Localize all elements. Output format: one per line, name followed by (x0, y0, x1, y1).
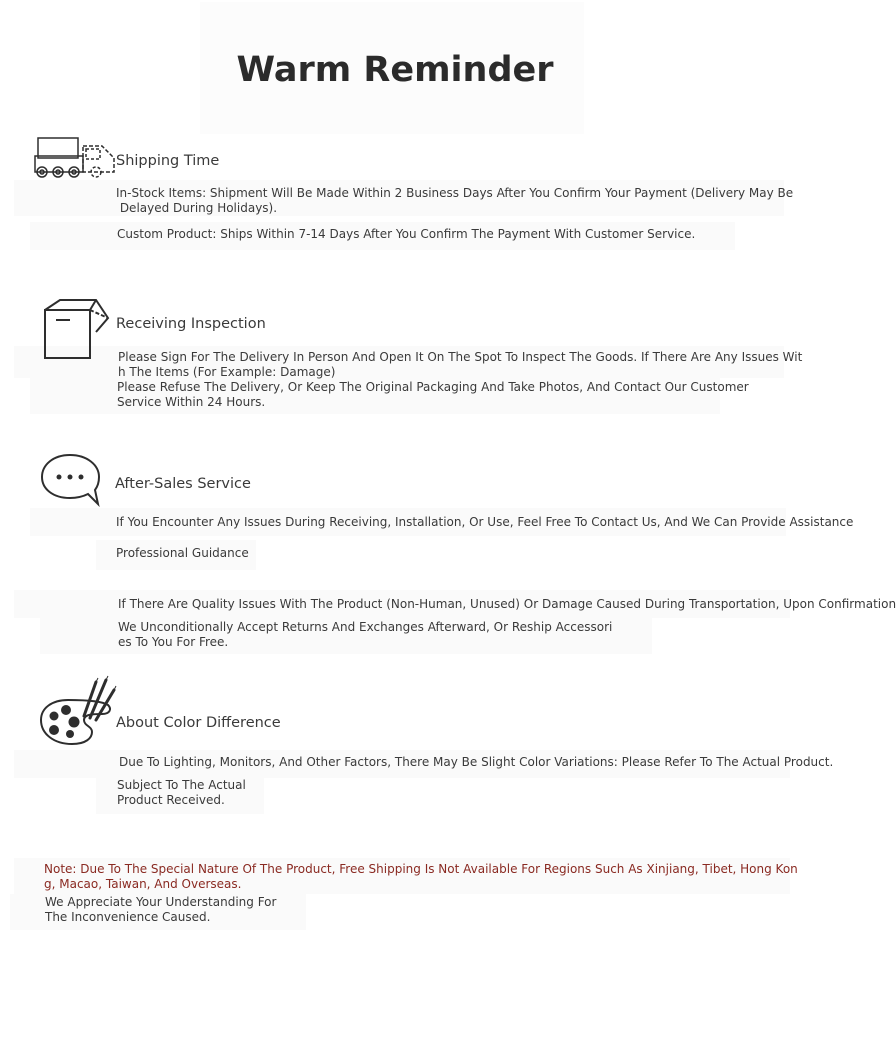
truck-icon (32, 134, 122, 184)
shipping-custom-text: Custom Product: Ships Within 7-14 Days After You Confirm The Payment With Customer Service. (117, 227, 696, 241)
section-heading-inspection: Receiving Inspection (116, 316, 266, 332)
appreciation-text: We Appreciate Your Understanding For The Inconvenience Caused. (45, 895, 277, 924)
after-sales-quality-text: If There Are Quality Issues With The Product (Non-Human, Unused) Or Damage Caused During Transportation, Upon Confirmation (118, 597, 896, 611)
inspection-sign-text: Please Sign For The Delivery In Person And Open It On The Spot To Inspect The Goods. If There Are Any Issues Wit h The Items (For Example: Damage) (118, 350, 803, 379)
section-heading-shipping: Shipping Time (116, 153, 220, 169)
section-heading-after-sales: After-Sales Service (115, 476, 251, 492)
box-icon (40, 298, 112, 362)
shipping-note-text: Note: Due To The Special Nature Of The Product, Free Shipping Is Not Available For Regions Such As Xinjiang, Tibet, Hong Kon g, Macao, Taiwan, And Overseas. (44, 862, 798, 891)
speech-bubble-icon (38, 452, 104, 510)
palette-icon (38, 676, 118, 748)
section-heading-color: About Color Difference (116, 715, 281, 731)
inspection-refuse-text: Please Refuse The Delivery, Or Keep The Original Packaging And Take Photos, And Contact Our Customer Service Within 24 Hours. (117, 380, 749, 409)
shipping-in-stock-text: In-Stock Items: Shipment Will Be Made Within 2 Business Days After You Confirm Your Payment (Delivery May Be Delayed During Holidays). (116, 186, 794, 215)
page-title: Warm Reminder (236, 50, 554, 90)
color-variation-text: Due To Lighting, Monitors, And Other Factors, There May Be Slight Color Variations: Please Refer To The Actual Product. (119, 755, 834, 769)
after-sales-returns-text: We Unconditionally Accept Returns And Exchanges Afterward, Or Reship Accessori es To You For Free. (118, 620, 613, 649)
after-sales-contact-text: If You Encounter Any Issues During Receiving, Installation, Or Use, Feel Free To Contact Us, And We Can Provide Assistance (116, 515, 854, 529)
after-sales-guidance-text: Professional Guidance (116, 546, 249, 560)
color-actual-product-text: Subject To The Actual Product Received. (117, 778, 246, 807)
